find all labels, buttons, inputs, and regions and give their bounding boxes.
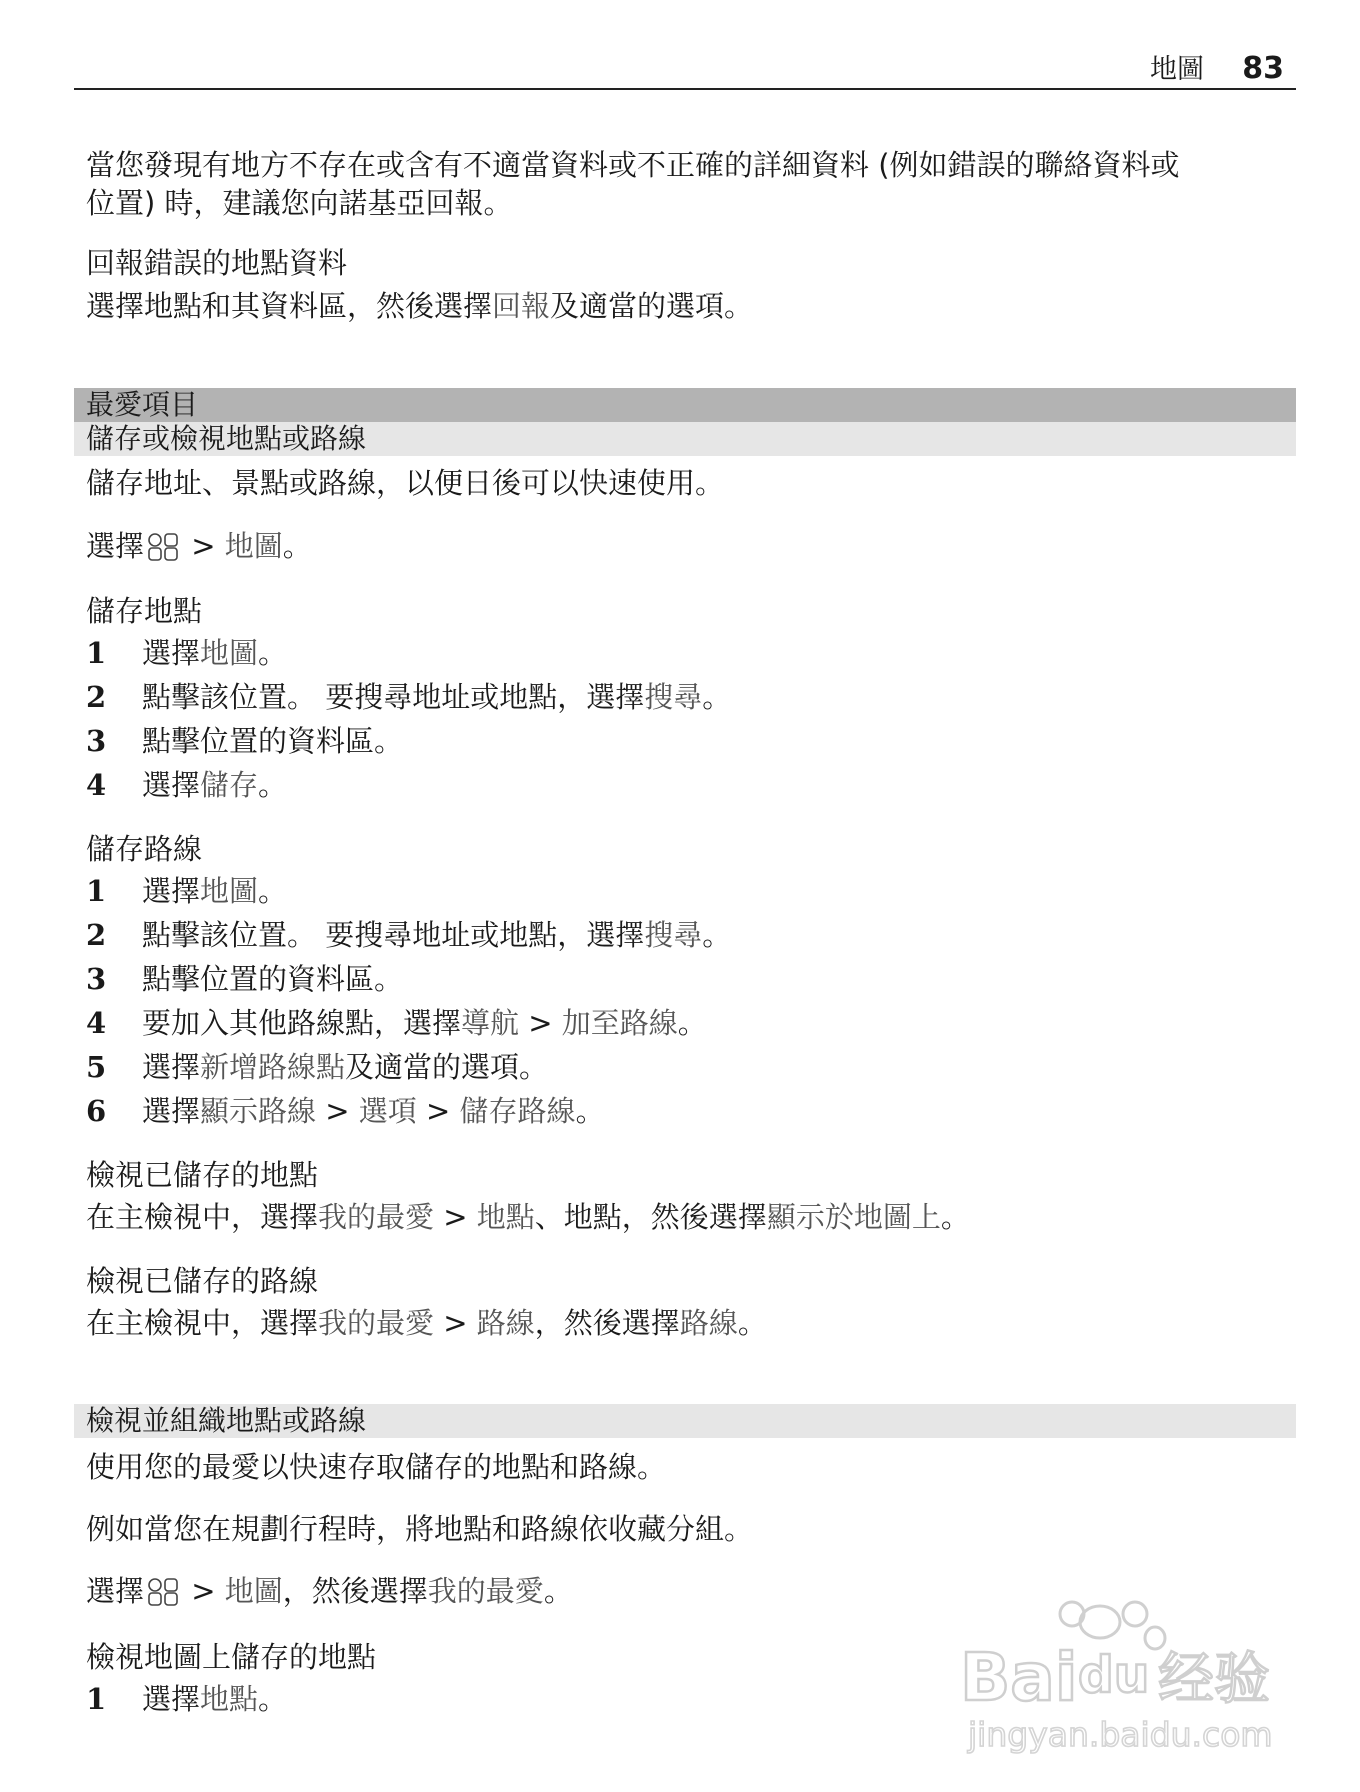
organize-select-instruction: 選擇 > 地圖，然後選擇我的最愛。 bbox=[86, 1574, 573, 1608]
view-routes-heading: 檢視已儲存的路線 bbox=[86, 1264, 319, 1298]
view-places-heading: 檢視已儲存的地點 bbox=[86, 1158, 319, 1192]
watermark-brand: Bai bbox=[960, 1639, 1078, 1716]
intro-line-1: 當您發現有地方不存在或含有不適當資料或不正確的詳細資料 (例如錯誤的聯絡資料或 bbox=[86, 148, 1180, 182]
select-maps-instruction: 選擇 > 地圖。 bbox=[86, 529, 312, 563]
menu-grid-icon bbox=[146, 532, 180, 562]
save-route-step-3: 3 點擊位置的資料區。 bbox=[86, 962, 404, 996]
save-place-step-3: 3 點擊位置的資料區。 bbox=[86, 724, 404, 758]
intro-line-2: 位置) 時，建議您向諾基亞回報。 bbox=[86, 186, 513, 220]
section-title: 最愛項目 bbox=[86, 388, 199, 421]
organize-title: 檢視並組織地點或路線 bbox=[86, 1404, 367, 1437]
watermark-brand-du: du bbox=[1078, 1646, 1150, 1704]
report-instruction: 選擇地點和其資料區，然後選擇回報及適當的選項。 bbox=[86, 289, 754, 323]
section-bar-favorites bbox=[74, 388, 1296, 422]
view-on-map-step-1: 1 選擇地點。 bbox=[86, 1682, 288, 1716]
header-title: 地圖 bbox=[1150, 54, 1204, 85]
view-routes-instruction: 在主檢視中，選擇我的最愛 > 路線，然後選擇路線。 bbox=[86, 1306, 767, 1340]
subsection-bar-save-view bbox=[74, 422, 1296, 456]
save-route-heading: 儲存路線 bbox=[86, 832, 203, 866]
watermark-url: jingyan.baidu.com bbox=[968, 1715, 1273, 1754]
save-place-step-2: 2 點擊該位置。 要搜尋地址或地點，選擇搜尋。 bbox=[86, 680, 732, 714]
subsection-bar-organize bbox=[74, 1404, 1296, 1438]
report-heading: 回報錯誤的地點資料 bbox=[86, 246, 348, 280]
report-option: 回報 bbox=[492, 289, 551, 323]
intro-paragraph bbox=[86, 146, 1296, 222]
subsection-title: 儲存或檢視地點或路線 bbox=[86, 422, 367, 455]
save-route-step-1: 1 選擇地圖。 bbox=[86, 874, 288, 908]
page-number: 83 bbox=[1242, 51, 1284, 86]
save-place-heading: 儲存地點 bbox=[86, 594, 203, 628]
save-route-step-4: 4 要加入其他路線點，選擇導航 > 加至路線。 bbox=[86, 1006, 707, 1040]
save-route-step-2: 2 點擊該位置。 要搜尋地址或地點，選擇搜尋。 bbox=[86, 918, 732, 952]
save-description: 儲存地址、景點或路線，以便日後可以快速使用。 bbox=[86, 466, 725, 500]
view-places-instruction: 在主檢視中，選擇我的最愛 > 地點、地點，然後選擇顯示於地圖上。 bbox=[86, 1200, 970, 1234]
page-header bbox=[74, 52, 1296, 90]
save-place-step-1: 1 選擇地圖。 bbox=[86, 636, 288, 670]
watermark-cn: 经验 bbox=[1158, 1647, 1270, 1712]
organize-desc-1: 使用您的最愛以快速存取儲存的地點和路線。 bbox=[86, 1450, 667, 1484]
save-route-step-5: 5 選擇新增路線點及適當的選項。 bbox=[86, 1050, 549, 1084]
view-on-map-heading: 檢視地圖上儲存的地點 bbox=[86, 1640, 377, 1674]
menu-grid-icon bbox=[146, 1577, 180, 1607]
save-route-step-6: 6 選擇顯示路線 > 選項 > 儲存路線。 bbox=[86, 1094, 605, 1128]
save-place-step-4: 4 選擇儲存。 bbox=[86, 768, 288, 802]
baidu-watermark bbox=[960, 1580, 1280, 1760]
organize-desc-2: 例如當您在規劃行程時，將地點和路線依收藏分組。 bbox=[86, 1512, 754, 1546]
